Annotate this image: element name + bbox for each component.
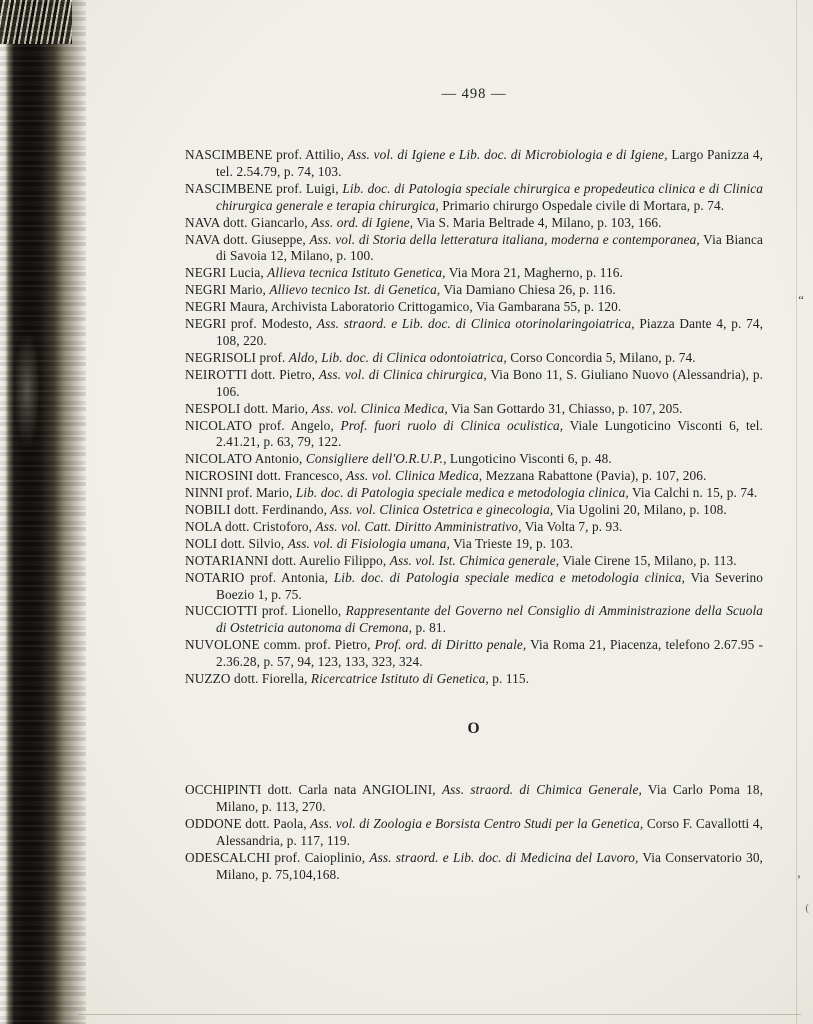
entries-letter-n — [185, 147, 763, 688]
directory-entry — [185, 418, 763, 452]
entry-text: NUCCIOTTI prof. Lionello, — [185, 603, 346, 619]
entry-text: Via Bianca di Savoia 12, Milano, p. 100. — [216, 231, 764, 264]
entry-text: NEGRI Mario, — [185, 282, 270, 298]
entry-text: Largo Panizza 4, tel. 2.54.79, p. 74, 103. — [216, 147, 763, 179]
directory-entry — [185, 181, 763, 215]
entry-text: NEIROTTI dott. Pietro, — [185, 366, 319, 382]
entry-text: Mezzana Rabattone (Pavia), p. 107, 206. — [482, 468, 707, 484]
directory-entry — [185, 519, 763, 536]
entry-text: Piazza Dante 4, p. 74, 108, 220. — [216, 316, 763, 348]
section-heading-o: O — [467, 720, 481, 737]
entry-text: NOTARIO prof. Antonia, — [185, 569, 334, 585]
entry-text: ODESCALCHI prof. Caioplinio, — [185, 849, 370, 865]
entry-text: Lungoticino Visconti 6, p. 48. — [446, 451, 612, 467]
entry-text: NOLI dott. Silvio, — [185, 535, 288, 551]
entry-text: Corso Concordia 5, Milano, p. 74. — [506, 349, 696, 365]
directory-entry — [185, 401, 763, 418]
entry-role-italic: Prof. fuori ruolo di Clinica oculistica, — [340, 417, 564, 433]
entry-text: Via Conservatorio 30, Milano, p. 75,104,168. — [216, 849, 763, 882]
entry-role-italic: Ass. straord. e Lib. doc. di Clinica otorinolaringoiatrica, — [316, 316, 635, 332]
entry-text: Via Damiano Chiesa 26, p. 116. — [440, 282, 616, 298]
directory-entry — [185, 782, 763, 816]
directory-entry — [185, 147, 763, 181]
entry-text: OCCHIPINTI dott. Carla nata ANGIOLINI, — [185, 782, 442, 797]
entry-text: Via Severino Boezio 1, p. 75. — [216, 569, 763, 602]
page-content — [185, 0, 763, 883]
page-number: — 498 — — [441, 86, 507, 102]
entry-text: Via Ugolini 20, Milano, p. 108. — [553, 502, 727, 518]
directory-entry — [185, 502, 763, 519]
entries-letter-o — [185, 782, 763, 883]
entry-role-italic: Ass. straord. e Lib. doc. di Medicina del Lavoro, — [369, 849, 639, 865]
entry-role-italic: Ass. vol. Clinica Ostetrica e ginecologia, — [330, 502, 554, 518]
entry-text: NUZZO dott. Fiorella, — [185, 671, 311, 687]
entry-text: NOLA dott. Cristoforo, — [185, 518, 316, 534]
entry-text: p. 115. — [488, 671, 530, 687]
book-binding-edge — [0, 0, 86, 1024]
directory-entry — [185, 215, 763, 232]
entry-role-italic: Ass. ord. di Igiene, — [311, 214, 414, 230]
entry-role-italic: Ass. vol. Clinica Medica, — [346, 468, 483, 484]
directory-entry — [185, 850, 763, 884]
entry-text: p. 81. — [412, 620, 447, 636]
directory-entry — [185, 350, 763, 367]
entry-text: NUVOLONE comm. prof. Pietro, — [185, 637, 375, 653]
directory-entry — [185, 282, 763, 299]
entry-role-italic: Allieva tecnica Istituto Genetica, — [267, 265, 446, 281]
entry-text: ODDONE dott. Paola, — [185, 815, 311, 831]
scan-bottom-line — [78, 1014, 801, 1015]
directory-entry — [185, 671, 763, 688]
entry-text: NICOLATO prof. Angelo, — [185, 417, 341, 433]
entry-role-italic: Ass. vol. di Igiene e Lib. doc. di Microbiologia e di Igiene, — [347, 147, 668, 162]
directory-entry — [185, 232, 763, 266]
entry-text: NICROSINI dott. Francesco, — [185, 468, 347, 484]
directory-entry — [185, 468, 763, 485]
entry-role-italic: Ass. vol. di Storia della letteratura italiana, moderna e contemporanea, — [309, 231, 700, 247]
entry-text: Via Roma 21, Piacenza, telefono 2.67.95 - 2.36.28, p. 57, 94, 123, 133, 323, 324. — [216, 637, 763, 670]
entry-role-italic: Ass. vol. Catt. Diritto Amministrativo, — [315, 518, 522, 534]
directory-entry — [185, 265, 763, 282]
entry-role-italic: Ass. vol. Ist. Chimica generale, — [389, 552, 560, 568]
entry-role-italic: Ass. vol. di Fisiologia umana, — [287, 535, 450, 551]
binding-texture — [0, 0, 72, 44]
entry-text: NAVA dott. Giuseppe, — [185, 231, 310, 247]
directory-entry — [185, 299, 763, 316]
entry-text: NEGRI prof. Modesto, — [185, 316, 317, 332]
directory-entry — [185, 485, 763, 502]
directory-entry — [185, 570, 763, 604]
entry-role-italic: Consigliere dell'O.R.U.P., — [305, 451, 447, 467]
directory-entry — [185, 553, 763, 570]
entry-text: NESPOLI dott. Mario, — [185, 400, 312, 416]
scan-speck: ( — [805, 902, 809, 914]
entry-text: NEGRISOLI prof. — [185, 349, 289, 365]
entry-text: Primario chirurgo Ospedale civile di Mortara, p. 74. — [438, 197, 725, 213]
entry-text: Via Carlo Poma 18, Milano, p. 113, 270. — [216, 782, 764, 814]
entry-text: NASCIMBENE prof. Attilio, — [185, 147, 348, 162]
directory-entry — [185, 536, 763, 553]
directory-entry — [185, 816, 763, 850]
directory-entry — [185, 451, 763, 468]
entry-text: Via Volta 7, p. 93. — [521, 518, 623, 534]
entry-role-italic: Ass. vol. di Clinica chirurgica, — [318, 366, 487, 382]
entry-role-italic: Lib. doc. di Patologia speciale medica e metodologia clinica, — [333, 569, 686, 585]
entry-role-italic: Ricercatrice Istituto di Genetica, — [310, 671, 489, 687]
entry-text: NINNI prof. Mario, — [185, 485, 296, 501]
entry-text: Via Trieste 19, p. 103. — [449, 535, 574, 551]
binding-blotch — [14, 330, 40, 450]
entry-text: NAVA dott. Giancarlo, — [185, 214, 312, 230]
entry-text: Via Calchi n. 15, p. 74. — [628, 485, 758, 501]
entry-role-italic: Ass. vol. Clinica Medica, — [311, 400, 448, 416]
entry-text: Corso F. Cavallotti 4, Alessandria, p. 117, 119. — [216, 815, 764, 848]
directory-entry — [185, 316, 763, 350]
scan-edge-line — [796, 0, 797, 1024]
scan-speck: ’ — [796, 872, 801, 887]
entry-role-italic: Prof. ord. di Diritto penale, — [374, 637, 527, 653]
entry-role-italic: Lib. doc. di Patologia speciale chirurgica e propedeutica clinica e di Clinica chirurgica generale e terapia chirurgica, — [216, 180, 764, 213]
directory-entry — [185, 367, 763, 401]
entry-text: NOTARIANNI dott. Aurelio Filippo, — [185, 552, 390, 568]
entry-text: Via S. Maria Beltrade 4, Milano, p. 103, 166. — [413, 214, 662, 230]
entry-text: Viale Cirene 15, Milano, p. 113. — [559, 552, 737, 568]
entry-text: Via San Gottardo 31, Chiasso, p. 107, 205. — [447, 400, 683, 416]
entry-text: NEGRI Maura, Archivista Laboratorio Crittogamico, Via Gambarana 55, p. 120. — [185, 299, 622, 315]
entry-role-italic: Ass. vol. di Zoologia e Borsista Centro Studi per la Genetica, — [310, 815, 644, 831]
directory-entry — [185, 603, 763, 637]
entry-role-italic: Ass. straord. di Chimica Generale, — [441, 782, 642, 797]
entry-role-italic: Rappresentante del Governo nel Consiglio di Amministrazione della Scuola di Ostetricia autonoma di Cremona, — [216, 603, 764, 636]
entry-text: Via Mora 21, Magherno, p. 116. — [445, 265, 623, 281]
entry-text: Viale Lungoticino Visconti 6, tel. 2.41.21, p. 63, 79, 122. — [216, 417, 763, 450]
scan-speck: “ — [798, 292, 804, 307]
entry-role-italic: Lib. doc. di Patologia speciale medica e metodologia clinica, — [295, 485, 629, 501]
entry-text: Via Bono 11, S. Giuliano Nuovo (Alessandria), p. 106. — [216, 366, 763, 399]
entry-text: NASCIMBENE prof. Luigi, — [185, 180, 343, 196]
directory-entry — [185, 637, 763, 671]
entry-role-italic: Aldo, Lib. doc. di Clinica odontoiatrica, — [288, 349, 507, 365]
entry-role-italic: Allievo tecnico Ist. di Genetica, — [269, 282, 441, 298]
entry-text: NOBILI dott. Ferdinando, — [185, 502, 331, 518]
entry-text: NEGRI Lucia, — [185, 265, 268, 281]
entry-text: NICOLATO Antonio, — [185, 451, 306, 467]
